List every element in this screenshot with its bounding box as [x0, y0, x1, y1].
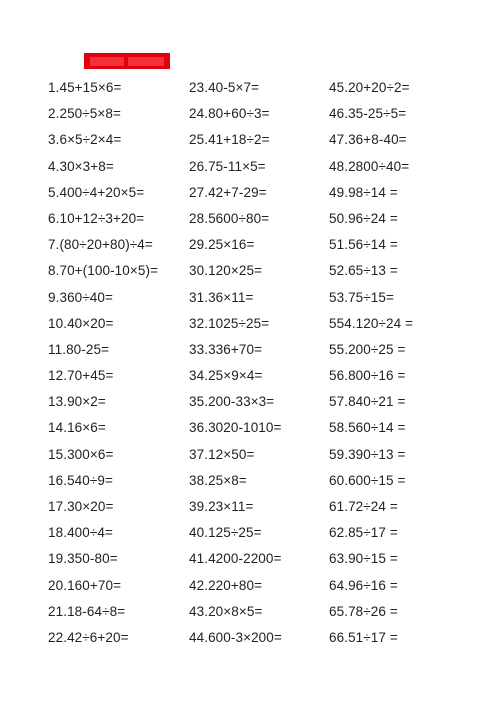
math-problem: 47.36+8-40=: [329, 132, 407, 148]
math-problem: 2.250÷5×8=: [48, 106, 121, 122]
problem-column-3: [329, 79, 413, 655]
math-problem: 7.(80÷20+80)÷4=: [48, 237, 153, 253]
math-problem: 53.75÷15=: [329, 289, 394, 305]
math-problem: 52.65÷13 =: [329, 263, 398, 279]
math-problem: 1.45+15×6=: [48, 80, 122, 95]
math-problem: 64.96÷16 =: [329, 577, 398, 593]
math-problem: 50.96÷24 =: [329, 210, 398, 226]
math-problem: 20.160+70=: [48, 577, 122, 593]
math-problem: 36.3020-1010=: [189, 420, 282, 436]
math-problem: 11.80-25=: [48, 341, 110, 357]
math-problem: 16.540÷9=: [48, 472, 113, 488]
problem-column-2: [189, 79, 282, 655]
math-problem: 23.40-5×7=: [189, 80, 260, 95]
redacted-text-block: [128, 57, 164, 66]
math-problem: 63.90÷15 =: [329, 551, 398, 567]
math-problem: 58.560÷14 =: [329, 420, 406, 436]
math-problem: 31.36×11=: [189, 289, 254, 305]
math-problem: 8.70+(100-10×5)=: [48, 263, 159, 279]
math-problem: 49.98÷14 =: [329, 184, 398, 200]
math-problem: 18.400÷4=: [48, 525, 113, 541]
math-problem: 62.85÷17 =: [329, 525, 398, 541]
math-problem: 32.1025÷25=: [189, 315, 270, 331]
math-problem: 21.18-64÷8=: [48, 603, 126, 619]
math-problem: 51.56÷14 =: [329, 237, 398, 253]
math-problem: 10.40×20=: [48, 315, 114, 331]
math-problem: 34.25×9×4=: [189, 368, 263, 384]
math-problem: 25.41+18÷2=: [189, 132, 270, 148]
math-problem: 35.200-33×3=: [189, 394, 275, 410]
math-problem: 57.840÷21 =: [329, 394, 406, 410]
math-problem: 12.70+45=: [48, 368, 114, 384]
math-problem: 24.80+60÷3=: [189, 106, 270, 122]
math-problem: 44.600-3×200=: [189, 629, 282, 645]
math-problem: 13.90×2=: [48, 394, 106, 410]
math-problem: 5.400÷4+20×5=: [48, 184, 145, 200]
red-header-label: [84, 53, 170, 69]
math-problem: 27.42+7-29=: [189, 184, 267, 200]
math-problem: 61.72÷24 =: [329, 499, 398, 514]
math-problem: 554.120÷24 =: [329, 315, 414, 331]
math-problem: 29.25×16=: [189, 237, 255, 253]
math-problem: 43.20×8×5=: [189, 603, 263, 619]
math-problem: 59.390÷13 =: [329, 446, 406, 462]
math-problem: 19.350-80=: [48, 551, 118, 567]
math-problem: 26.75-11×5=: [189, 158, 266, 174]
math-problem: 42.220+80=: [189, 577, 263, 593]
math-problem: 56.800÷16 =: [329, 368, 406, 384]
math-problem: 40.125÷25=: [189, 525, 262, 541]
math-problem: 22.42÷6+20=: [48, 629, 129, 645]
math-problem: 39.23×11=: [189, 499, 254, 514]
math-problem: 33.336+70=: [189, 341, 263, 357]
math-problem: 66.51÷17 =: [329, 629, 398, 645]
problem-column-1: [48, 79, 158, 655]
math-problem: 3.6×5÷2×4=: [48, 132, 122, 148]
redacted-text-block: [90, 57, 124, 66]
math-problem: 48.2800÷40=: [329, 158, 410, 174]
math-problem: 65.78÷26 =: [329, 603, 398, 619]
math-problem: 37.12×50=: [189, 446, 255, 462]
math-problem: 15.300×6=: [48, 446, 114, 462]
math-problem: 41.4200-2200=: [189, 551, 282, 567]
math-problem: 60.600÷15 =: [329, 472, 406, 488]
math-problem: 28.5600÷80=: [189, 210, 270, 226]
math-problem: 38.25×8=: [189, 472, 247, 488]
math-problem: 55.200÷25 =: [329, 341, 406, 357]
math-problem: 46.35-25÷5=: [329, 106, 407, 122]
math-problem: 9.360÷40=: [48, 289, 113, 305]
math-problem: 14.16×6=: [48, 420, 106, 436]
math-problem: 17.30×20=: [48, 499, 114, 514]
math-problem: 45.20+20÷2=: [329, 80, 410, 95]
math-problem: 4.30×3+8=: [48, 158, 114, 174]
math-problem: 30.120×25=: [189, 263, 263, 279]
math-problem: 6.10+12÷3+20=: [48, 210, 145, 226]
